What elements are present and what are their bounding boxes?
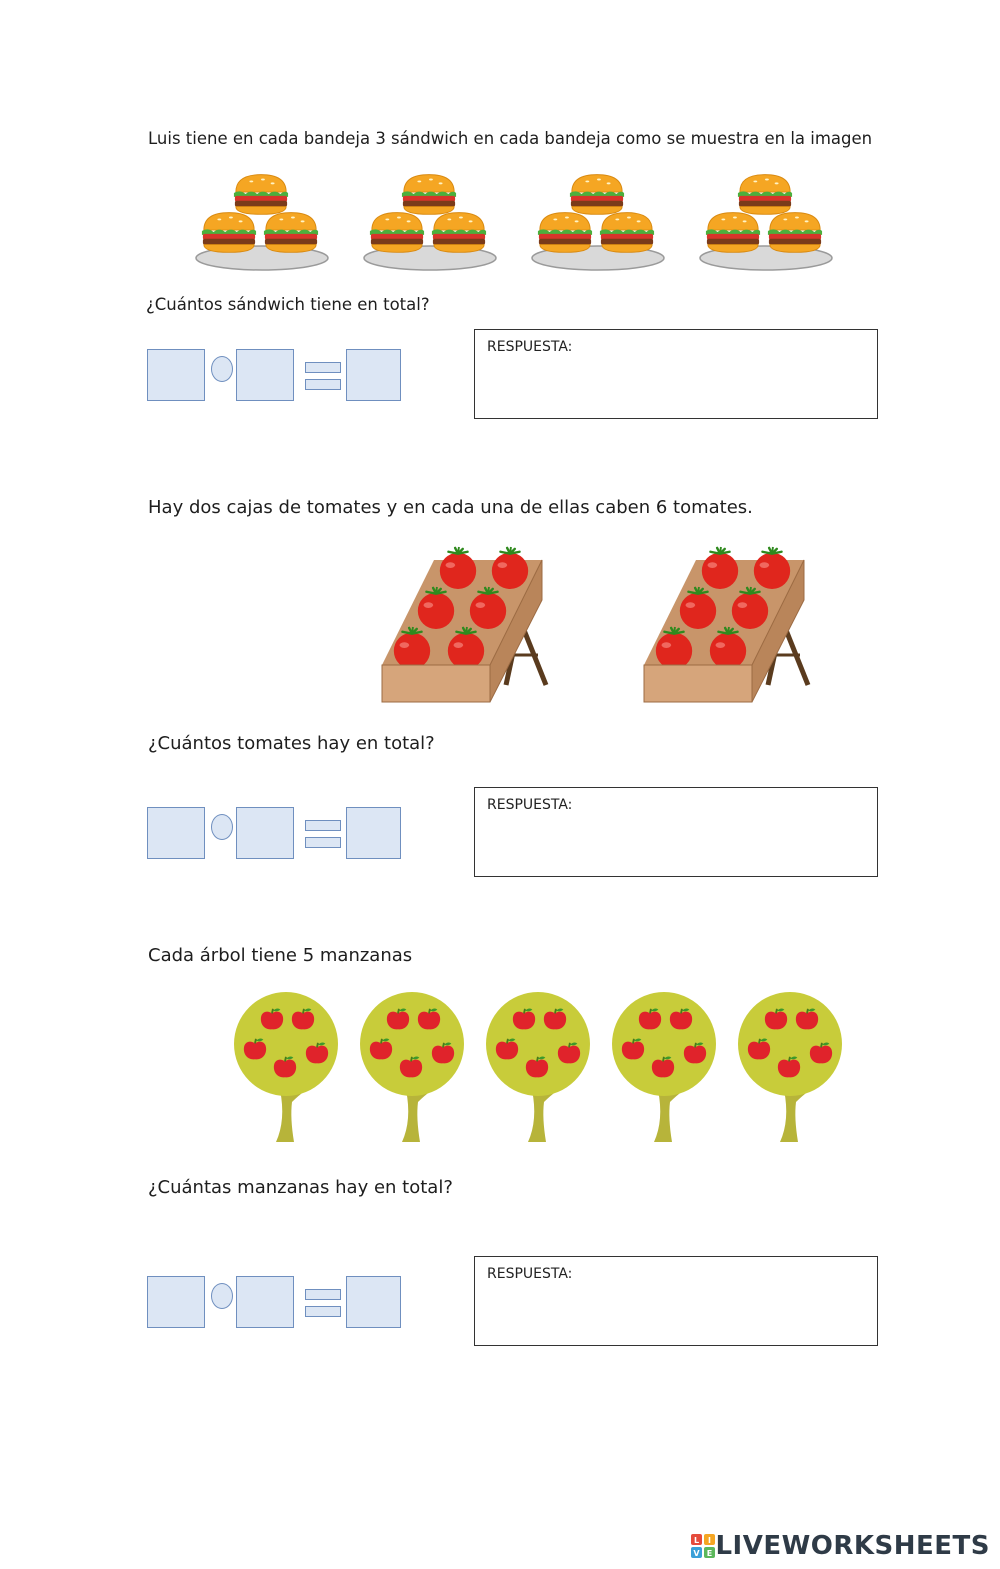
- problem-3-answer-box: [474, 1256, 878, 1346]
- liveworksheets-logo-icon: [691, 1534, 715, 1558]
- sandwich-tray-4: [700, 175, 832, 270]
- apple-trees-illustration: [230, 990, 850, 1150]
- tomato-icon: [440, 547, 476, 589]
- apple-tree-5: [738, 992, 842, 1142]
- burger-icon: [538, 213, 592, 253]
- tomato-icon: [754, 547, 790, 589]
- apple-tree-4: [612, 992, 716, 1142]
- svg-text:L: L: [694, 1536, 700, 1545]
- problem-3-equals-bottom[interactable]: [305, 1306, 341, 1317]
- sandwich-tray-3: [532, 175, 664, 270]
- sandwich-tray-2: [364, 175, 496, 270]
- problem-3-result-input[interactable]: [346, 1276, 401, 1328]
- svg-text:I: I: [708, 1536, 712, 1545]
- tomato-icon: [702, 547, 738, 589]
- liveworksheets-brand-text: LIVEWORKSHEETS: [715, 1531, 990, 1561]
- problem-3-factor-2-input[interactable]: [236, 1276, 294, 1328]
- burger-icon: [706, 213, 760, 253]
- tomato-icon: [492, 547, 528, 589]
- svg-text:V: V: [693, 1549, 701, 1558]
- problem-1-operator-input[interactable]: [211, 356, 233, 382]
- problem-2-equals-bottom[interactable]: [305, 837, 341, 848]
- problem-2-result-input[interactable]: [346, 807, 401, 859]
- tomato-crate-1: [382, 547, 546, 702]
- problem-1-equals-bottom[interactable]: [305, 379, 341, 390]
- problem-1-question: ¿Cuántos sándwich tiene en total?: [146, 295, 430, 314]
- problem-2-operator-input[interactable]: [211, 814, 233, 840]
- problem-1-answer-input[interactable]: [487, 366, 865, 408]
- tomato-crate-2: [644, 547, 808, 702]
- sandwich-tray-1: [196, 175, 328, 270]
- problem-2-factor-2-input[interactable]: [236, 807, 294, 859]
- liveworksheets-logo[interactable]: [691, 1531, 990, 1561]
- burger-icon: [738, 175, 792, 215]
- problem-3-answer-input[interactable]: [487, 1293, 865, 1335]
- tomato-crates-illustration: [378, 540, 828, 710]
- problem-1-answer-box: [474, 329, 878, 419]
- problem-3-answer-label: RESPUESTA:: [487, 1266, 573, 1282]
- burger-icon: [370, 213, 424, 253]
- problem-2-factor-1-input[interactable]: [147, 807, 205, 859]
- problem-2-equals-top[interactable]: [305, 820, 341, 831]
- problem-1-answer-label: RESPUESTA:: [487, 339, 573, 355]
- burger-icon: [570, 175, 624, 215]
- problem-1-statement: Luis tiene en cada bandeja 3 sándwich en cada bandeja como se muestra en la imagen: [148, 129, 873, 148]
- problem-1-result-input[interactable]: [346, 349, 401, 401]
- problem-1-factor-1-input[interactable]: [147, 349, 205, 401]
- burger-icon: [402, 175, 456, 215]
- problem-3-operator-input[interactable]: [211, 1283, 233, 1309]
- problem-2-question: ¿Cuántos tomates hay en total?: [148, 733, 435, 754]
- sandwich-trays-illustration: [190, 170, 840, 275]
- problem-3-statement: Cada árbol tiene 5 manzanas: [148, 945, 413, 966]
- svg-text:E: E: [707, 1549, 713, 1558]
- problem-2-answer-label: RESPUESTA:: [487, 797, 573, 813]
- apple-tree-2: [360, 992, 464, 1142]
- apple-tree-1: [234, 992, 338, 1142]
- problem-3-equals-top[interactable]: [305, 1289, 341, 1300]
- burger-icon: [432, 213, 486, 253]
- problem-2-answer-box: [474, 787, 878, 877]
- burger-icon: [600, 213, 654, 253]
- burger-icon: [202, 213, 256, 253]
- problem-3-question: ¿Cuántas manzanas hay en total?: [148, 1177, 453, 1198]
- burger-icon: [234, 175, 288, 215]
- problem-3-factor-1-input[interactable]: [147, 1276, 205, 1328]
- problem-2-answer-input[interactable]: [487, 824, 865, 866]
- burger-icon: [768, 213, 822, 253]
- problem-2-statement: Hay dos cajas de tomates y en cada una de ellas caben 6 tomates.: [148, 497, 753, 518]
- problem-1-equals-top[interactable]: [305, 362, 341, 373]
- apple-tree-3: [486, 992, 590, 1142]
- problem-1-factor-2-input[interactable]: [236, 349, 294, 401]
- burger-icon: [264, 213, 318, 253]
